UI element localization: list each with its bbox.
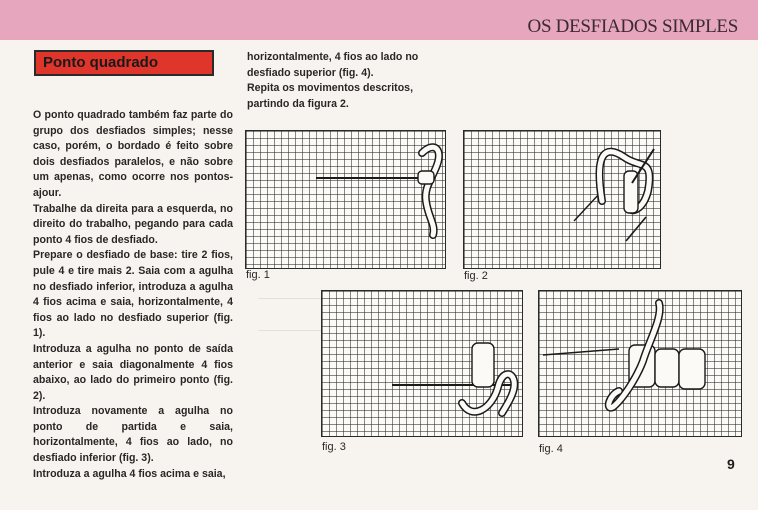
paragraph: horizontalmente, 4 fios ao lado no desfiado superior (fig. 4). [247, 51, 419, 79]
paragraph: Trabalhe da direita para a esquerda, no direito do trabalho, pegando para cada ponto 4 fios de desfiado. [33, 202, 233, 246]
section-title-tag [34, 50, 214, 76]
figure-3-caption: fig. 3 [322, 441, 346, 453]
figure-4-caption: fig. 4 [539, 443, 563, 455]
figure-1-caption: fig. 1 [246, 269, 270, 281]
figure-1-grid [245, 130, 446, 269]
paragraph: Repita os movimentos descritos, partindo da figura 2. [247, 82, 414, 110]
page-header-title: OS DESFIADOS SIMPLES [527, 16, 738, 37]
paragraph: Introduza novamente a agulha no ponto de partida e saia, horizontalmente, 4 fios ao lado, no desfiado inferior (fig. 3). [33, 405, 233, 465]
page-number: 9 [727, 456, 735, 472]
left-column-text [33, 108, 233, 482]
paragraph: O ponto quadrado também faz parte do grupo dos desfiados simples; nesse caso, porém, o bordado é feito sobre dois desfiados paralelos, e não sobre um apenas, como ocorre nos pontos-ajour. [33, 109, 233, 199]
paragraph: Introduza a agulha no ponto de saída anterior e saia diagonalmente 4 fios abaixo, ao lado do primeiro ponto (fig. 2). [33, 342, 233, 402]
section-title: Ponto quadrado [43, 54, 158, 71]
figure-2-caption: fig. 2 [464, 270, 488, 282]
paragraph: Prepare o desfiado de base: tire 2 fios, pule 4 e tire mais 2. Saia com a agulha no desfiado inferior, introduza a agulha 4 fios acima e saia, horizontalmente, 4 fios ao lado no desfiado superior (fig. 1). [33, 249, 233, 340]
figure-2-grid [463, 130, 661, 269]
figure-3-grid [321, 290, 523, 437]
paragraph: Introduza a agulha 4 fios acima e saia, [33, 467, 226, 480]
figure-3-stitch-drawing [322, 291, 524, 438]
figure-4-grid [538, 290, 742, 437]
right-column-text [247, 50, 447, 112]
figure-1-stitch-drawing [246, 131, 447, 270]
figure-2-stitch-drawing [464, 131, 662, 270]
figure-4-stitch-drawing [539, 291, 743, 438]
